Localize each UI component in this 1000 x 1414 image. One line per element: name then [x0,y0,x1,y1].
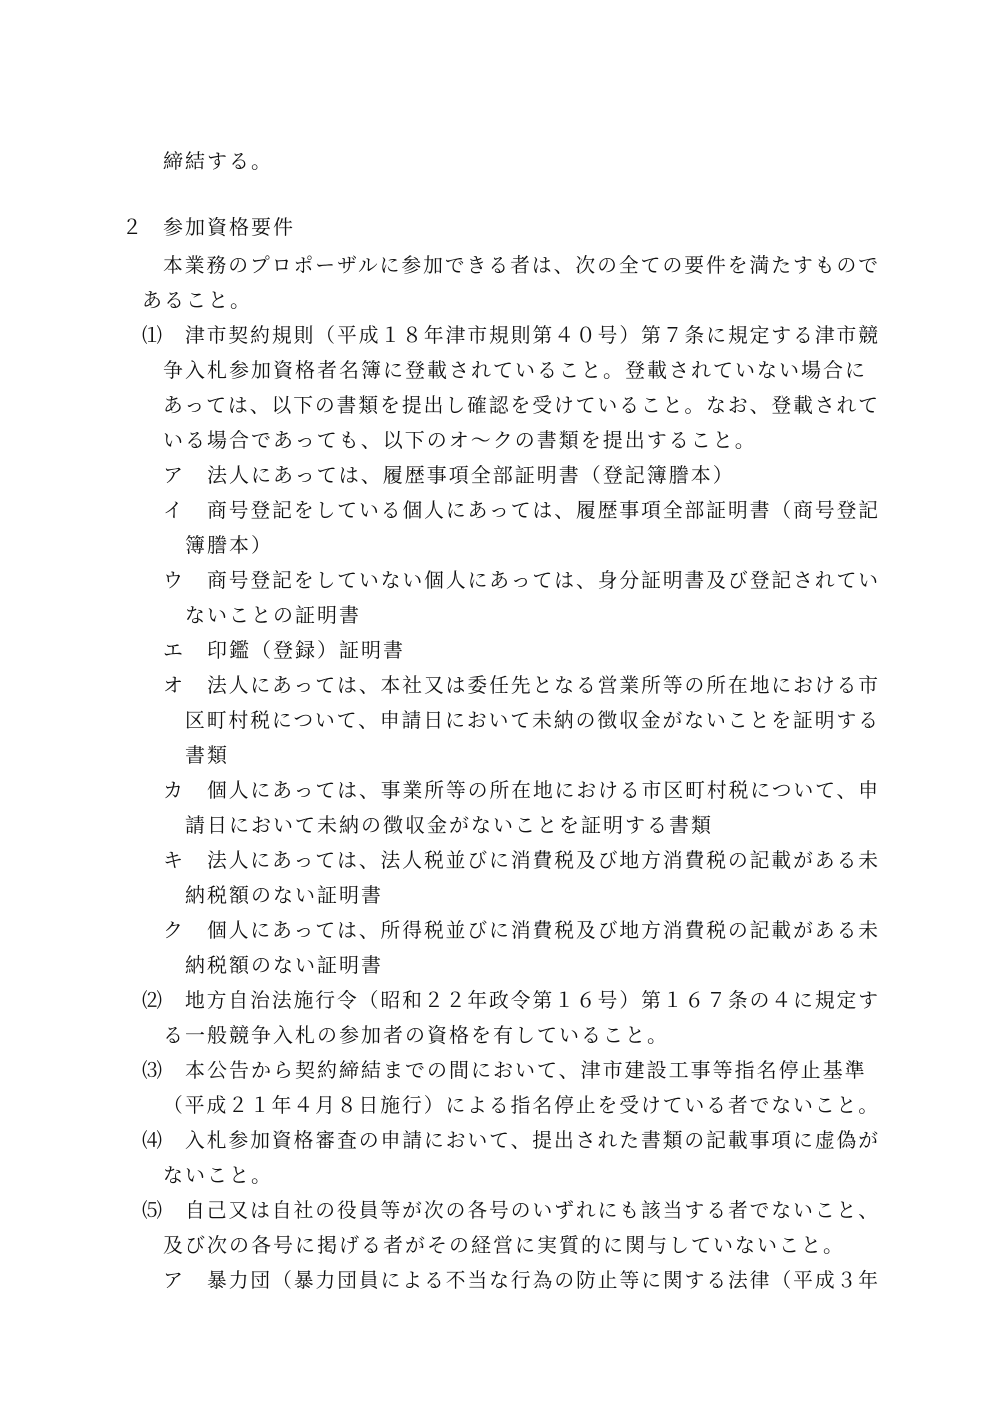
text-line: 法人にあっては、法人税並びに消費税及び地方消費税の記載がある未 [207,848,881,872]
sub-item-marker: ウ [163,568,185,592]
item-number: ⑸ [142,1198,164,1222]
text-line: 納税額のない証明書 [185,883,383,907]
text-line: 商号登記をしている個人にあっては、履歴事項全部証明書（商号登記 [207,498,881,522]
section-heading: 参加資格要件 [163,215,295,239]
sub-item-marker: エ [163,638,185,662]
item-number: ⑷ [142,1128,164,1152]
item-number: ⑴ [142,323,164,347]
text-line: 締結する。 [163,149,273,173]
text-line: 暴力団（暴力団員による不当な行為の防止等に関する法律（平成３年 [207,1268,880,1292]
text-line: ないことの証明書 [185,603,361,627]
text-line: 本業務のプロポーザルに参加できる者は、次の全ての要件を満たすもので [163,253,881,277]
text-line: （平成２１年４月８日施行）による指名停止を受けている者でないこと。 [163,1093,880,1117]
text-line: 個人にあっては、事業所等の所在地における市区町村税について、申 [207,778,881,802]
item-number: ⑵ [142,988,164,1012]
text-line: 入札参加資格審査の申請において、提出された書類の記載事項に虚偽が [185,1128,881,1152]
text-line: 区町村税について、申請日において未納の徴収金がないことを証明する [185,708,880,732]
sub-item-marker: ア [163,463,185,487]
sub-item-marker: オ [163,673,185,697]
text-line: 簿謄本） [185,533,273,557]
text-line: 津市契約規則（平成１８年津市規則第４０号）第７条に規定する津市競 [185,323,880,347]
sub-item-marker: キ [163,848,185,872]
text-line: あっては、以下の書類を提出し確認を受けていること。なお、登載されて [163,393,881,417]
text-line: あること。 [142,288,252,312]
sub-item-marker: カ [163,778,185,802]
text-line: 本公告から契約締結までの間において、津市建設工事等指名停止基準 [185,1058,867,1082]
text-line: 請日において未納の徴収金がないことを証明する書類 [185,813,713,837]
text-line: 地方自治法施行令（昭和２２年政令第１６号）第１６７条の４に規定す [185,988,880,1012]
text-line: 書類 [185,743,229,767]
item-number: ⑶ [142,1058,164,1082]
text-line: 商号登記をしていない個人にあっては、身分証明書及び登記されてい [207,568,881,592]
text-line: 法人にあっては、本社又は委任先となる営業所等の所在地における市 [207,673,881,697]
text-line: る一般競争入札の参加者の資格を有していること。 [163,1023,669,1047]
text-line: 自己又は自社の役員等が次の各号のいずれにも該当する者でないこと、 [185,1198,880,1222]
text-line: 印鑑（登録）証明書 [207,638,405,662]
section-number: ２ [122,215,144,239]
sub-item-marker: ア [163,1268,185,1292]
sub-item-marker: ク [163,918,185,942]
text-line: 法人にあっては、履歴事項全部証明書（登記簿謄本） [207,463,735,487]
text-line: 争入札参加資格者名簿に登載されていること。登載されていない場合に [163,358,867,382]
sub-item-marker: イ [163,498,185,522]
text-line: 及び次の各号に掲げる者がその経営に実質的に関与していないこと。 [163,1233,845,1257]
text-line: ないこと。 [163,1163,273,1187]
text-line: 納税額のない証明書 [185,953,383,977]
text-line: いる場合であっても、以下のオ～クの書類を提出すること。 [163,428,757,452]
text-line: 個人にあっては、所得税並びに消費税及び地方消費税の記載がある未 [207,918,881,942]
